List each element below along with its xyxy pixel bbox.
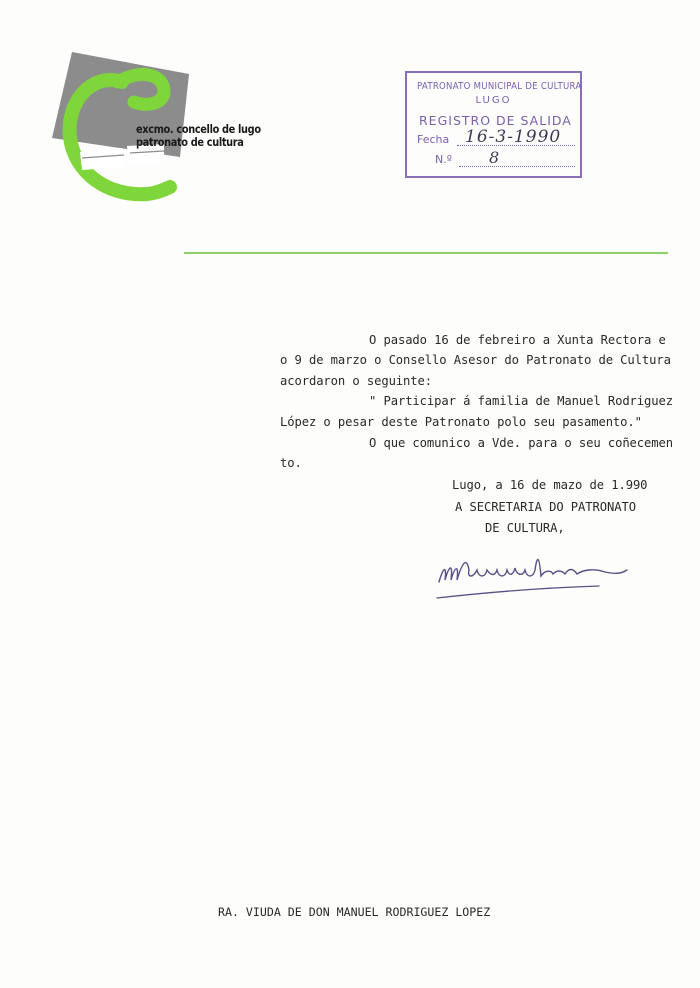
letter-line-2: o 9 de marzo o Consello Asesor do Patronato de Cultura [280, 353, 671, 367]
stamp-line-3: REGISTRO DE SALIDA [419, 113, 572, 128]
registration-stamp [405, 71, 582, 178]
letter-line-6: O que comunico a Vde. para o seu coñecemen [369, 436, 673, 450]
recipient-address: RA. VIUDA DE DON MANUEL RODRIGUEZ LOPEZ [218, 905, 491, 919]
letter-line-3: acordaron o seguinte: [280, 374, 432, 388]
header-rule [184, 252, 668, 254]
letterhead-line-2: patronato de cultura [136, 135, 244, 149]
letter-line-5: López o pesar deste Patronato polo seu pasamento." [280, 415, 642, 429]
stamp-number-value: 8 [489, 148, 500, 167]
stamp-fecha-value: 16-3-1990 [465, 127, 562, 147]
stamp-line-1: PATRONATO MUNICIPAL DE CULTURA [417, 81, 582, 92]
letter-line-7: to. [280, 456, 302, 470]
handwritten-signature [433, 548, 633, 608]
letterhead-line-1: excmo. concello de lugo [136, 122, 261, 136]
stamp-fecha-label: Fecha [417, 133, 450, 146]
stamp-line-2: LUGO [475, 95, 512, 106]
stamp-number-label: N.º [435, 153, 452, 166]
closing-place-date: Lugo, a 16 de mazo de 1.990 [452, 478, 648, 492]
closing-culture: DE CULTURA, [485, 521, 565, 535]
patronato-logo [52, 52, 261, 212]
letter-line-4: " Participar á familia de Manuel Rodriguez [369, 394, 673, 408]
stamp-number-dots [459, 166, 575, 167]
signature-scribble [433, 548, 633, 604]
letter-line-1: O pasado 16 de febreiro a Xunta Rectora e [369, 333, 666, 347]
closing-secretary: A SECRETARIA DO PATRONATO [455, 500, 636, 514]
